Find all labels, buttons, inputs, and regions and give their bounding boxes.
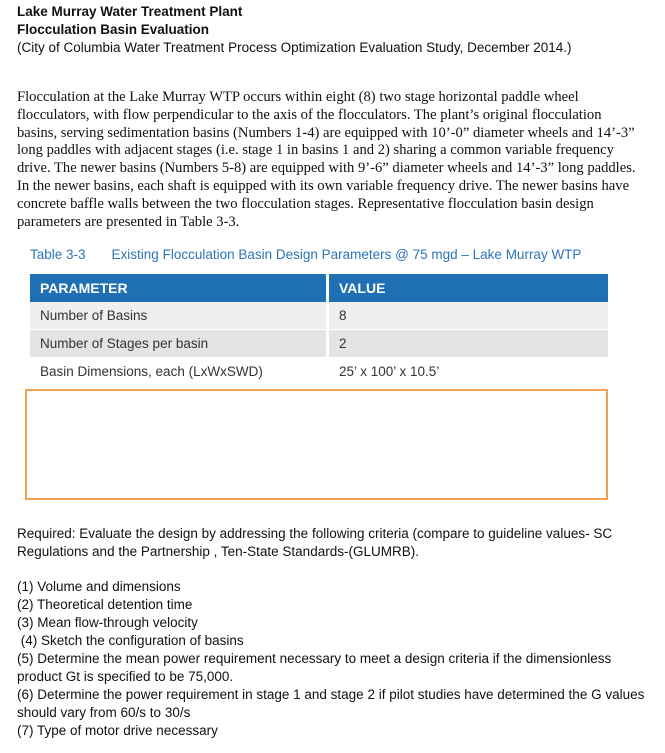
table-number: Table 3-3 [30,247,86,262]
parameter-cell: Basin Dimensions, each (LxWxSWD) [30,358,329,385]
plant-title: Lake Murray Water Treatment Plant [17,4,243,19]
criteria-list [17,578,647,740]
list-item: (4) Sketch the configuration of basins [17,633,244,648]
table-row [30,302,608,330]
table-header-row [30,274,608,302]
list-item: (5) Determine the mean power requirement necessary to meet a design criteria if the dimensionless product Gt is specified to be 75,000. [17,651,612,684]
list-item: (2) Theoretical detention time [17,597,193,612]
parameter-cell: Number of Basins [30,302,329,330]
source-citation: (City of Columbia Water Treatment Process Optimization Evaluation Study, December 2014.) [17,40,572,55]
design-parameters-table [30,274,608,385]
description-paragraph: Flocculation at the Lake Murray WTP occurs within eight (8) two stage horizontal paddle wheel flocculators, with flow perpendicular to the axis of the flocculators. The plant’s original flocculation basins, serving sedimentation basins (Numbers 1-4) are equipped with 10’-0” diameter wheels and 14’-3” long paddles with adjacent stages (i.e. stage 1 in basins 1 and 2) sharing a common variable frequency drive. The newer basins (Numbers 5-8) are equipped with 9’-6” diameter wheels and 14’-3” long paddles. In the newer basins, each shaft is equipped with its own variable frequency drive. The newer basins have concrete baffle walls between the two flocculation stages. Representative flocculation basin design parameters are presented in Table 3-3. [17,89,636,230]
empty-highlight-box [25,389,608,500]
parameter-cell: Number of Stages per basin [30,330,329,358]
section-title: Flocculation Basin Evaluation [17,22,210,37]
list-item: (7) Type of motor drive necessary [17,723,218,738]
value-cell: 8 [329,302,608,330]
table-caption [30,247,581,262]
list-item: (3) Mean flow-through velocity [17,615,198,630]
required-statement: Required: Evaluate the design by addressing the following criteria (compare to guideline values- SC Regulations and the Partnership , Ten-State Standards-(GLUMRB). [17,526,613,559]
document-header [17,3,571,57]
table-title: Existing Flocculation Basin Design Parameters @ 75 mgd – Lake Murray WTP [111,247,582,262]
value-cell: 25’ x 100’ x 10.5’ [329,358,608,385]
table-row [30,330,608,358]
header-parameter: PARAMETER [30,274,329,302]
table-row [30,358,608,385]
list-item: (6) Determine the power requirement in stage 1 and stage 2 if pilot studies have determined the G values should vary from 60/s to 30/s [17,687,645,720]
list-item: (1) Volume and dimensions [17,579,181,594]
value-cell: 2 [329,330,608,358]
header-value: VALUE [329,274,608,302]
